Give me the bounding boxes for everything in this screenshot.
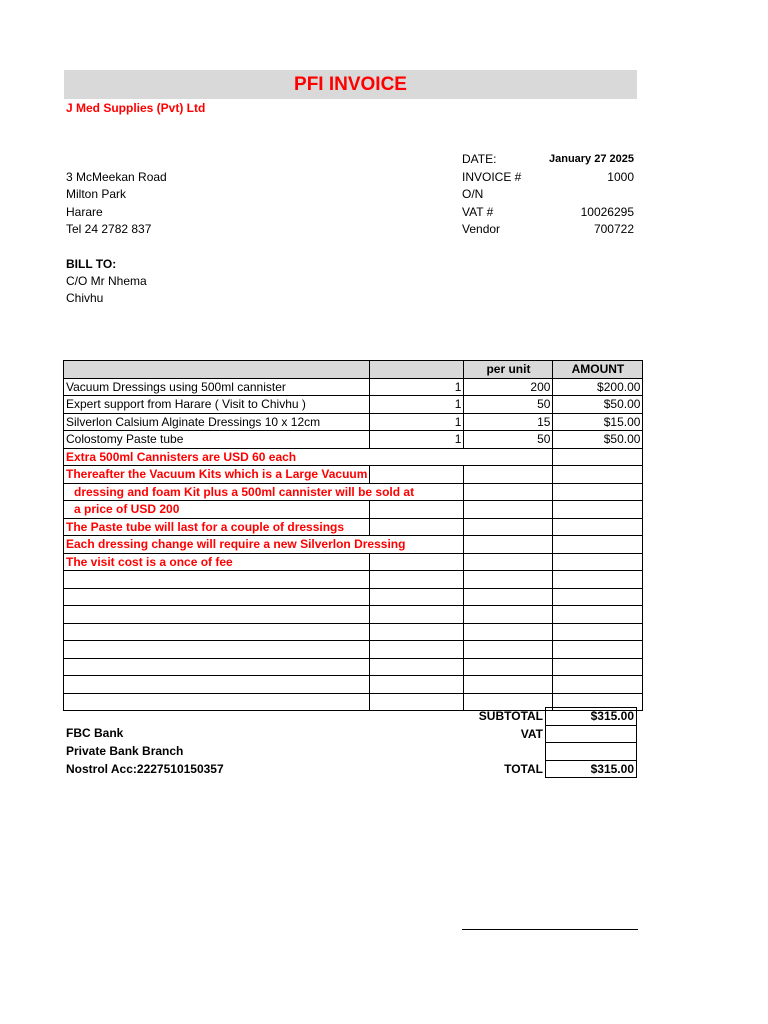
invoice-number-value: 1000 xyxy=(607,170,634,184)
item-per-unit: 50 xyxy=(464,431,553,449)
blank-row xyxy=(457,743,637,761)
address-line: 3 McMeekan Road xyxy=(66,170,167,184)
empty-cell xyxy=(553,501,643,519)
vat-value xyxy=(546,725,637,743)
vendor-label: Vendor xyxy=(462,222,501,236)
invoice-note: a price of USD 200 xyxy=(64,501,370,519)
table-row xyxy=(64,413,643,431)
empty-cell xyxy=(464,483,553,501)
item-description: Silverlon Calsium Alginate Dressings 10 x 12cm xyxy=(64,413,370,431)
totals-table xyxy=(457,707,637,778)
item-amount: $50.00 xyxy=(553,396,643,414)
subtotal-value: $315.00 xyxy=(546,708,637,726)
table-note-row xyxy=(64,553,643,571)
bank-name: FBC Bank xyxy=(66,726,124,740)
item-per-unit: 50 xyxy=(464,396,553,414)
address-phone: Tel 24 2782 837 xyxy=(66,222,152,236)
company-name: J Med Supplies (Pvt) Ltd xyxy=(66,101,206,115)
empty-cell xyxy=(553,483,643,501)
date-value: January 27 2025 xyxy=(548,153,634,165)
total-value: $315.00 xyxy=(546,760,637,778)
invoice-note: Extra 500ml Cannisters are USD 60 each xyxy=(64,448,553,466)
item-per-unit: 15 xyxy=(464,413,553,431)
item-description: Colostomy Paste tube xyxy=(64,431,370,449)
vat-label: VAT xyxy=(520,726,543,741)
table-row xyxy=(64,658,643,676)
table-header-row xyxy=(64,361,643,379)
item-amount: $200.00 xyxy=(553,378,643,396)
column-header-description xyxy=(64,361,370,379)
total-label: TOTAL xyxy=(504,761,543,776)
item-qty: 1 xyxy=(370,378,464,396)
invoice-note: Thereafter the Vacuum Kits which is a Large Vacuum xyxy=(64,466,370,484)
empty-cell xyxy=(370,553,464,571)
column-header-amount: AMOUNT xyxy=(553,361,643,379)
item-qty: 1 xyxy=(370,413,464,431)
empty-cell xyxy=(464,466,553,484)
empty-cell xyxy=(464,553,553,571)
bank-account: Nostrol Acc:2227510150357 xyxy=(66,762,224,776)
table-note-row xyxy=(64,518,643,536)
empty-cell xyxy=(370,466,464,484)
empty-cell xyxy=(464,501,553,519)
table-note-row xyxy=(64,466,643,484)
table-note-row xyxy=(64,448,643,466)
invoice-title: PFI INVOICE xyxy=(64,70,637,99)
bill-to-line: Chivhu xyxy=(66,291,104,305)
table-row xyxy=(64,623,643,641)
bill-to-line: C/O Mr Nhema xyxy=(66,274,147,288)
empty-cell xyxy=(370,501,464,519)
item-description: Expert support from Harare ( Visit to Chivhu ) xyxy=(64,396,370,414)
vendor-value: 700722 xyxy=(593,222,634,236)
vat-row xyxy=(457,725,637,743)
table-row xyxy=(64,588,643,606)
item-amount: $50.00 xyxy=(553,431,643,449)
item-qty: 1 xyxy=(370,396,464,414)
address-line: Harare xyxy=(66,205,103,219)
empty-cell xyxy=(553,518,643,536)
empty-cell xyxy=(370,518,464,536)
order-number-label: O/N xyxy=(462,187,484,201)
invoice-number-label: INVOICE # xyxy=(462,170,522,184)
empty-cell xyxy=(553,448,643,466)
item-qty: 1 xyxy=(370,431,464,449)
table-row xyxy=(64,606,643,624)
column-header-qty xyxy=(370,361,464,379)
items-table xyxy=(63,360,643,711)
invoice-note: The Paste tube will last for a couple of dressings xyxy=(64,518,370,536)
address-line: Milton Park xyxy=(66,187,127,201)
invoice-note: The visit cost is a once of fee xyxy=(64,553,370,571)
invoice-note: dressing and foam Kit plus a 500ml cannister will be sold at xyxy=(64,483,464,501)
signature-line xyxy=(462,929,638,930)
empty-cell xyxy=(553,536,643,554)
table-note-row xyxy=(64,536,643,554)
vat-number-label: VAT # xyxy=(462,205,494,219)
table-row xyxy=(64,571,643,589)
subtotal-row xyxy=(457,708,637,726)
date-label: DATE: xyxy=(462,152,497,166)
empty-cell xyxy=(464,518,553,536)
invoice-note: Each dressing change will require a new Silverlon Dressing xyxy=(64,536,464,554)
item-description: Vacuum Dressings using 500ml cannister xyxy=(64,378,370,396)
table-note-row xyxy=(64,501,643,519)
total-row xyxy=(457,760,637,778)
table-note-row xyxy=(64,483,643,501)
subtotal-label: SUBTOTAL xyxy=(478,709,543,724)
bank-branch: Private Bank Branch xyxy=(66,744,184,758)
table-row xyxy=(64,676,643,694)
empty-cell xyxy=(553,466,643,484)
table-row xyxy=(64,641,643,659)
item-amount: $15.00 xyxy=(553,413,643,431)
bill-to-label: BILL TO: xyxy=(66,257,117,271)
vat-number-value: 10026295 xyxy=(580,205,634,219)
table-row xyxy=(64,396,643,414)
empty-cell xyxy=(553,553,643,571)
column-header-per-unit: per unit xyxy=(464,361,553,379)
item-per-unit: 200 xyxy=(464,378,553,396)
empty-cell xyxy=(464,536,553,554)
table-row xyxy=(64,431,643,449)
table-row xyxy=(64,378,643,396)
